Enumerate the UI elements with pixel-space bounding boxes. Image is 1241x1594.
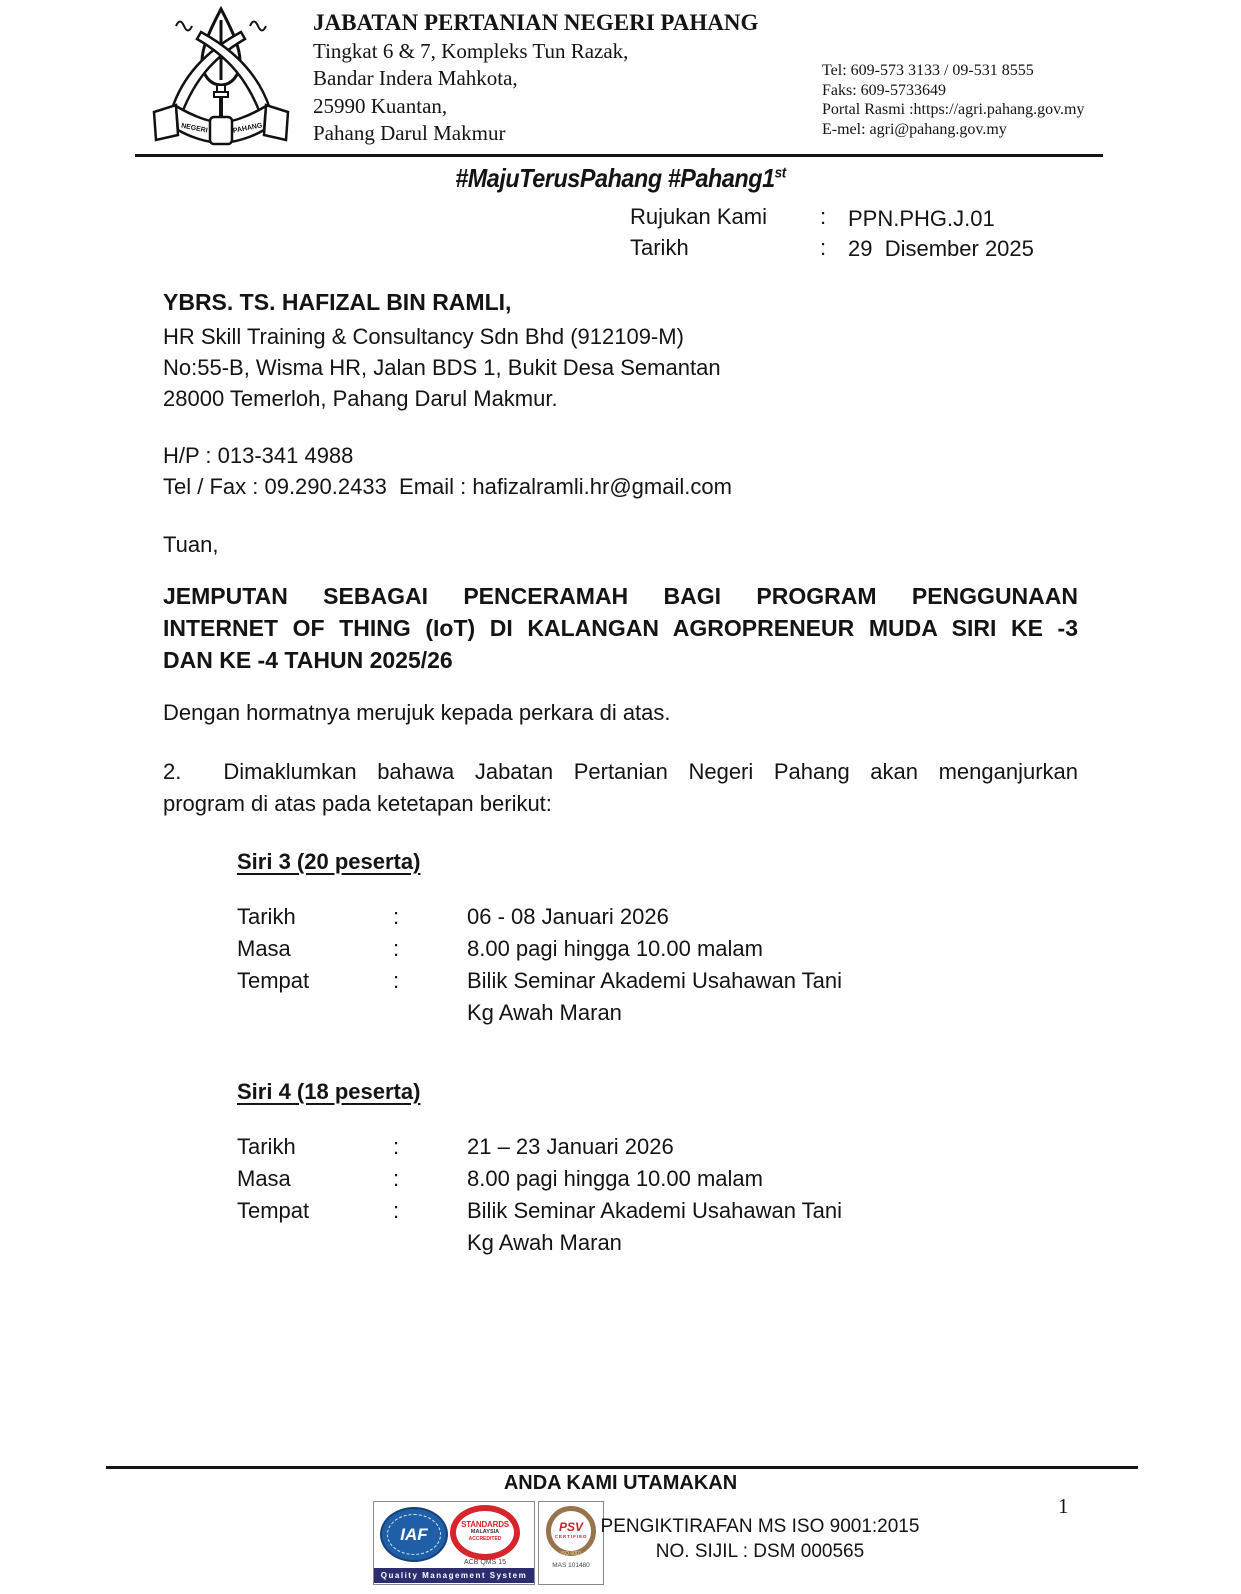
slogan-text: #MajuTerusPahang #Pahang1 [455, 163, 775, 193]
recipient-telfax: Tel / Fax : 09.290.2433 Email : hafizalramli.hr@gmail.com [163, 474, 732, 499]
footer-motto: ANDA KAMI UTAMAKAN [503, 1472, 738, 1494]
session-row-label: Tarikh [237, 1134, 296, 1159]
session-title: Siri 3 (20 peserta) [237, 849, 421, 874]
slogan-superscript: st [774, 164, 786, 182]
session-row-colon: : [393, 1134, 400, 1159]
session-row-value: 21 – 23 Januari 2026 [467, 1134, 674, 1159]
date-label: Tarikh [630, 235, 689, 260]
session-row-colon: : [393, 904, 400, 929]
acb-qms-label: ACB QMS 15 [463, 1559, 506, 1566]
recipient-address-line: 28000 Temerloh, Pahang Darul Makmur. [163, 386, 558, 411]
session-row-value: 8.00 pagi hingga 10.00 malam [467, 936, 763, 961]
org-contact-line: E-mel: agri@pahang.gov.my [822, 120, 1007, 138]
pahang-crest-logo [146, 6, 296, 148]
session-row-colon: : [393, 1166, 400, 1191]
recipient-hp: H/P : 013-341 4988 [163, 443, 354, 468]
subject-line: INTERNET OF THING (IoT) DI KALANGAN AGROPRENEUR MUDA SIRI KE -3 [163, 615, 1078, 641]
recipient-address [163, 321, 721, 414]
session-row-value: 8.00 pagi hingga 10.00 malam [467, 1166, 763, 1191]
org-contact-block [822, 61, 1085, 139]
mas-label: MAS 101480 [552, 1562, 590, 1569]
org-address-line: Pahang Darul Makmur [313, 121, 506, 146]
ref-colon: : [820, 204, 827, 229]
subject-line: JEMPUTAN SEBAGAI PENCERAMAH BAGI PROGRAM PENGGUNAAN [163, 583, 1078, 609]
session-row-label: Tempat [237, 1198, 310, 1223]
paragraph-number: 2. [163, 759, 182, 784]
body-paragraph-2-line-2: program di atas pada ketetapan berikut: [163, 791, 552, 816]
header-divider [135, 154, 1103, 157]
psv-logo: PSV CERTIFIED ISO 9001 [546, 1506, 596, 1556]
session-row-value-2: Kg Awah Maran [467, 1230, 622, 1255]
session-row-label: Masa [237, 936, 291, 961]
date-colon: : [820, 235, 827, 260]
org-contact-line: Portal Rasmi :https://agri.pahang.gov.my [822, 101, 1085, 118]
salutation: Tuan, [163, 532, 219, 557]
session-row-colon: : [393, 968, 400, 993]
org-address-line: 25990 Kuantan, [313, 93, 448, 118]
crest-banner-left-text: NEGERI [180, 122, 209, 135]
session-row-label: Tarikh [237, 904, 296, 929]
org-address-line: Bandar Indera Mahkota, [313, 66, 518, 91]
iso-cert-line-1: PENGIKTIRAFAN MS ISO 9001:2015 [600, 1516, 920, 1537]
session-row-value-2: Kg Awah Maran [467, 1000, 622, 1025]
iaf-logo [380, 1507, 448, 1562]
body-paragraph-1: Dengan hormatnya merujuk kepada perkara di atas. [163, 700, 671, 725]
session-row-colon: : [393, 936, 400, 961]
recipient-address-line: No:55-B, Wisma HR, Jalan BDS 1, Bukit Desa Semantan [163, 355, 721, 380]
session-row-value: 06 - 08 Januari 2026 [467, 904, 669, 929]
org-contact-line: Tel: 609-573 3133 / 09-531 8555 [822, 62, 1034, 79]
ref-label: Rujukan Kami [630, 204, 767, 229]
iaf-label: IAF [387, 1514, 441, 1555]
recipient-name: YBRS. TS. HAFIZAL BIN RAMLI, [163, 289, 512, 315]
crest-banner-right-text: PAHANG [232, 122, 264, 135]
ref-value: PPN.PHG.J.01 [848, 206, 995, 231]
page-number: 1 [1058, 1494, 1069, 1518]
subject-line: DAN KE -4 TAHUN 2025/26 [163, 647, 453, 673]
org-address-line: Tingkat 6 & 7, Kompleks Tun Razak, [313, 39, 629, 63]
session-row-label: Masa [237, 1166, 291, 1191]
iso-cert-line-2: NO. SIJIL : DSM 000565 [655, 1541, 865, 1562]
session-row-colon: : [393, 1198, 400, 1223]
psv-certification-logo [538, 1501, 604, 1585]
org-contact-line: Faks: 609-5733649 [822, 81, 946, 99]
session-row-value: Bilik Seminar Akademi Usahawan Tani [467, 968, 842, 993]
qms-bar-label: Quality Management System [374, 1568, 534, 1583]
org-name: JABATAN PERTANIAN NEGERI PAHANG [313, 10, 759, 35]
org-address [313, 38, 628, 148]
recipient-address-line: HR Skill Training & Consultancy Sdn Bhd (912109-M) [163, 324, 684, 349]
body-paragraph-2-line-1: 2. Dimaklumkan bahawa Jabatan Pertanian Negeri Pahang akan menganjurkan [163, 759, 1078, 784]
standards-malaysia-logo: STANDARDS MALAYSIA ACCREDITED [450, 1505, 520, 1560]
footer-divider [106, 1466, 1138, 1469]
date-value: 29 Disember 2025 [848, 236, 1034, 261]
qms-certification-logo [373, 1501, 535, 1585]
session-title: Siri 4 (18 peserta) [237, 1079, 421, 1104]
slogan [62, 163, 1179, 194]
session-row-value: Bilik Seminar Akademi Usahawan Tani [467, 1198, 842, 1223]
session-row-label: Tempat [237, 968, 310, 993]
